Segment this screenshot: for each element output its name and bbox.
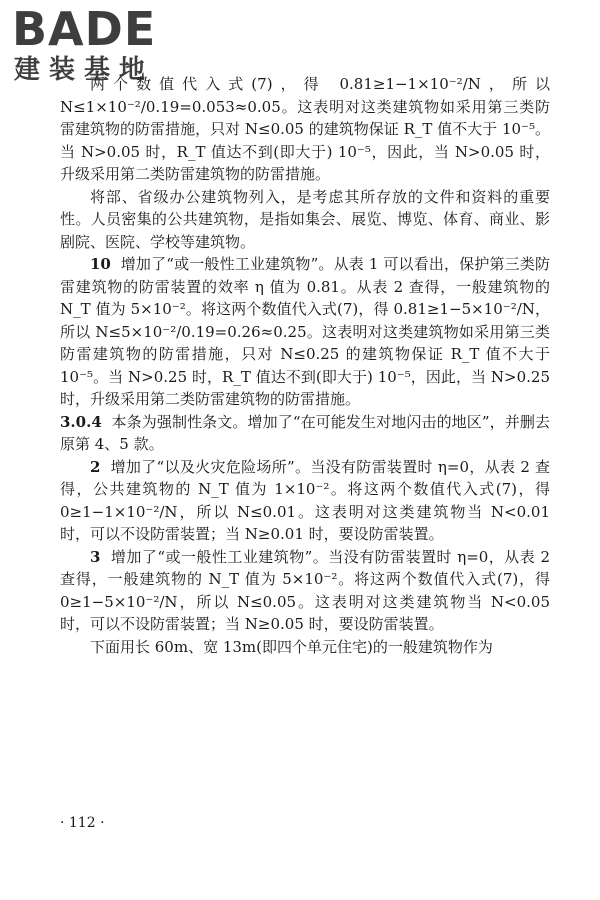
paragraph-text: 增加了“或一般性工业建筑物”。当没有防雷装置时 η=0，从表 2 查得，一般建筑物的 N_T 值为 5×10⁻²。将这两个数值代入式(7)，得 0≥1−5×10⁻²/N，所以 N≤0.05。这表明对这类建筑物当 N<0.05 时，可以不设防雷装置；当 N≥0.05 时，要设防雷装置。 (60, 547, 550, 633)
watermark-subtitle: 建装基地 (14, 55, 155, 85)
watermark-brand: BADE (12, 2, 157, 56)
page-body (60, 73, 550, 658)
page-number: · 112 · (60, 815, 105, 831)
paragraph-clause-3-0-4 (60, 411, 550, 456)
paragraph-text: 将部、省级办公建筑物列入，是考虑其所存放的文件和资料的重要性。人员密集的公共建筑物，是指如集会、展览、博览、体育、商业、影剧院、医院、学校等建筑物。 (60, 187, 550, 251)
paragraph-text: 本条为强制性条文。增加了“在可能发生对地闪击的地区”，并删去原第 4、5 款。 (60, 412, 550, 453)
paragraph-text: 两个数值代入式(7)，得 0.81≥1−1×10⁻²/N，所以 N≤1×10⁻²/0.19=0.053≈0.05。这表明对这类建筑物如采用第三类防雷建筑物的防雷措施，只对 N≤0.05 的建筑物保证 R_T 值不大于 10⁻⁵。当 N>0.05 时，R_T 值达不到(即大于) 10⁻⁵，因此，当 N>0.05 时，升级采用第二类防雷建筑物的防雷措施。 (60, 75, 550, 183)
paragraph-office-buildings (60, 186, 550, 254)
paragraph-text: 增加了“以及火灾危险场所”。当没有防雷装置时 η=0，从表 2 查得，公共建筑物的 N_T 值为 1×10⁻²。将这两个数值代入式(7)，得 0≥1−1×10⁻²/N，所以 N≤0.01。这表明对这类建筑物当 N<0.01 时，可以不设防雷装置；当 N≥0.01 时，要设防雷装置。 (60, 457, 550, 543)
item-number: 2 (90, 457, 101, 476)
clause-number: 3.0.4 (60, 412, 102, 431)
paragraph-item-2 (60, 456, 550, 546)
paragraph-text: 增加了“或一般性工业建筑物”。从表 1 可以看出，保护第三类防雷建筑物的防雷装置的效率 η 值为 0.81。从表 2 查得，一般建筑物的 N_T 值为 5×10⁻²。将这两个数值代入式(7)，得 0.81≥1−5×10⁻²/N，所以 N≤5×10⁻²/0.19=0.26≈0.25。这表明对这类建筑物如采用第三类防雷建筑物的防雷措施，只对 N≤0.25 的建筑物保证 R_T 值不大于 10⁻⁵。当 N>0.25 时，R_T 值达不到(即大于) 10⁻⁵，因此，当 N>0.25 时，升级采用第二类防雷建筑物的防雷措施。 (60, 255, 550, 408)
paragraph-item-3 (60, 546, 550, 636)
paragraph-final (60, 636, 550, 659)
paragraph-text: 下面用长 60m、宽 13m(即四个单元住宅)的一般建筑物作为 (90, 637, 493, 656)
paragraph-continuation (60, 73, 550, 186)
item-number: 10 (90, 255, 111, 273)
paragraph-item-10 (60, 253, 550, 411)
item-number: 3 (90, 547, 101, 566)
